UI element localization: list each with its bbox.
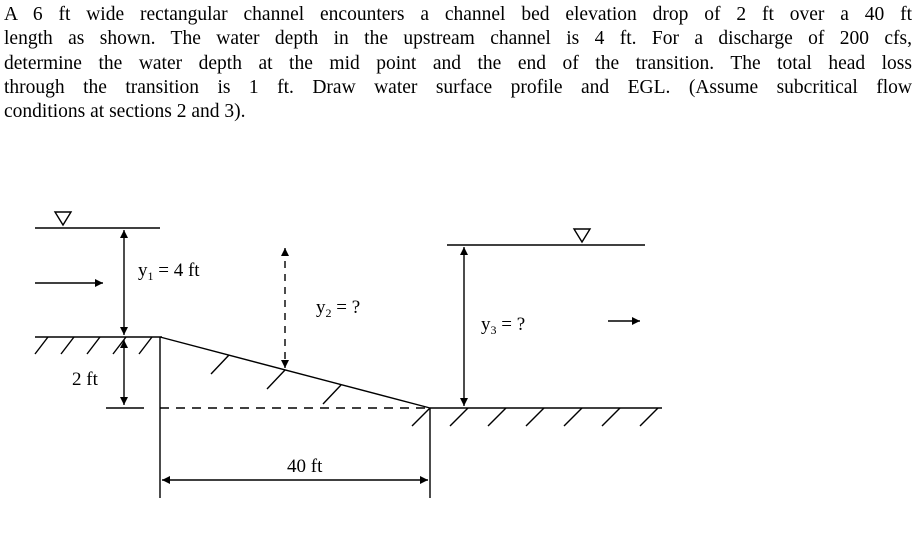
problem-line-4: through the transition is 1 ft. Draw water surface profile and EGL. (Assume subcritical flow <box>4 76 912 98</box>
y2-label: $y_2$ = ? <box>316 297 361 320</box>
drop-label: 2 ft <box>72 369 98 390</box>
y3-label: $y_3$ = ? <box>481 314 526 337</box>
transition-sloping-bed <box>160 337 430 408</box>
problem-line-5: conditions at sections 2 and 3). <box>4 101 246 123</box>
length-label: 40 ft <box>287 456 323 477</box>
upstream-bed-hatching <box>35 337 152 354</box>
problem-line-3: determine the water depth at the mid point and the end of the transition. The total head loss <box>4 52 912 74</box>
downstream-water-level-icon <box>574 229 590 242</box>
problem-line-2: length as shown. The water depth in the upstream channel is 4 ft. For a discharge of 200 cfs, <box>4 28 912 50</box>
y1-label: $y_1 = 4$ ft <box>138 260 200 283</box>
upstream-water-level-icon <box>55 212 71 225</box>
problem-line-1: A 6 ft wide rectangular channel encounters a channel bed elevation drop of 2 ft over a 40 ft <box>4 4 912 25</box>
downstream-bed-hatching <box>412 408 658 426</box>
